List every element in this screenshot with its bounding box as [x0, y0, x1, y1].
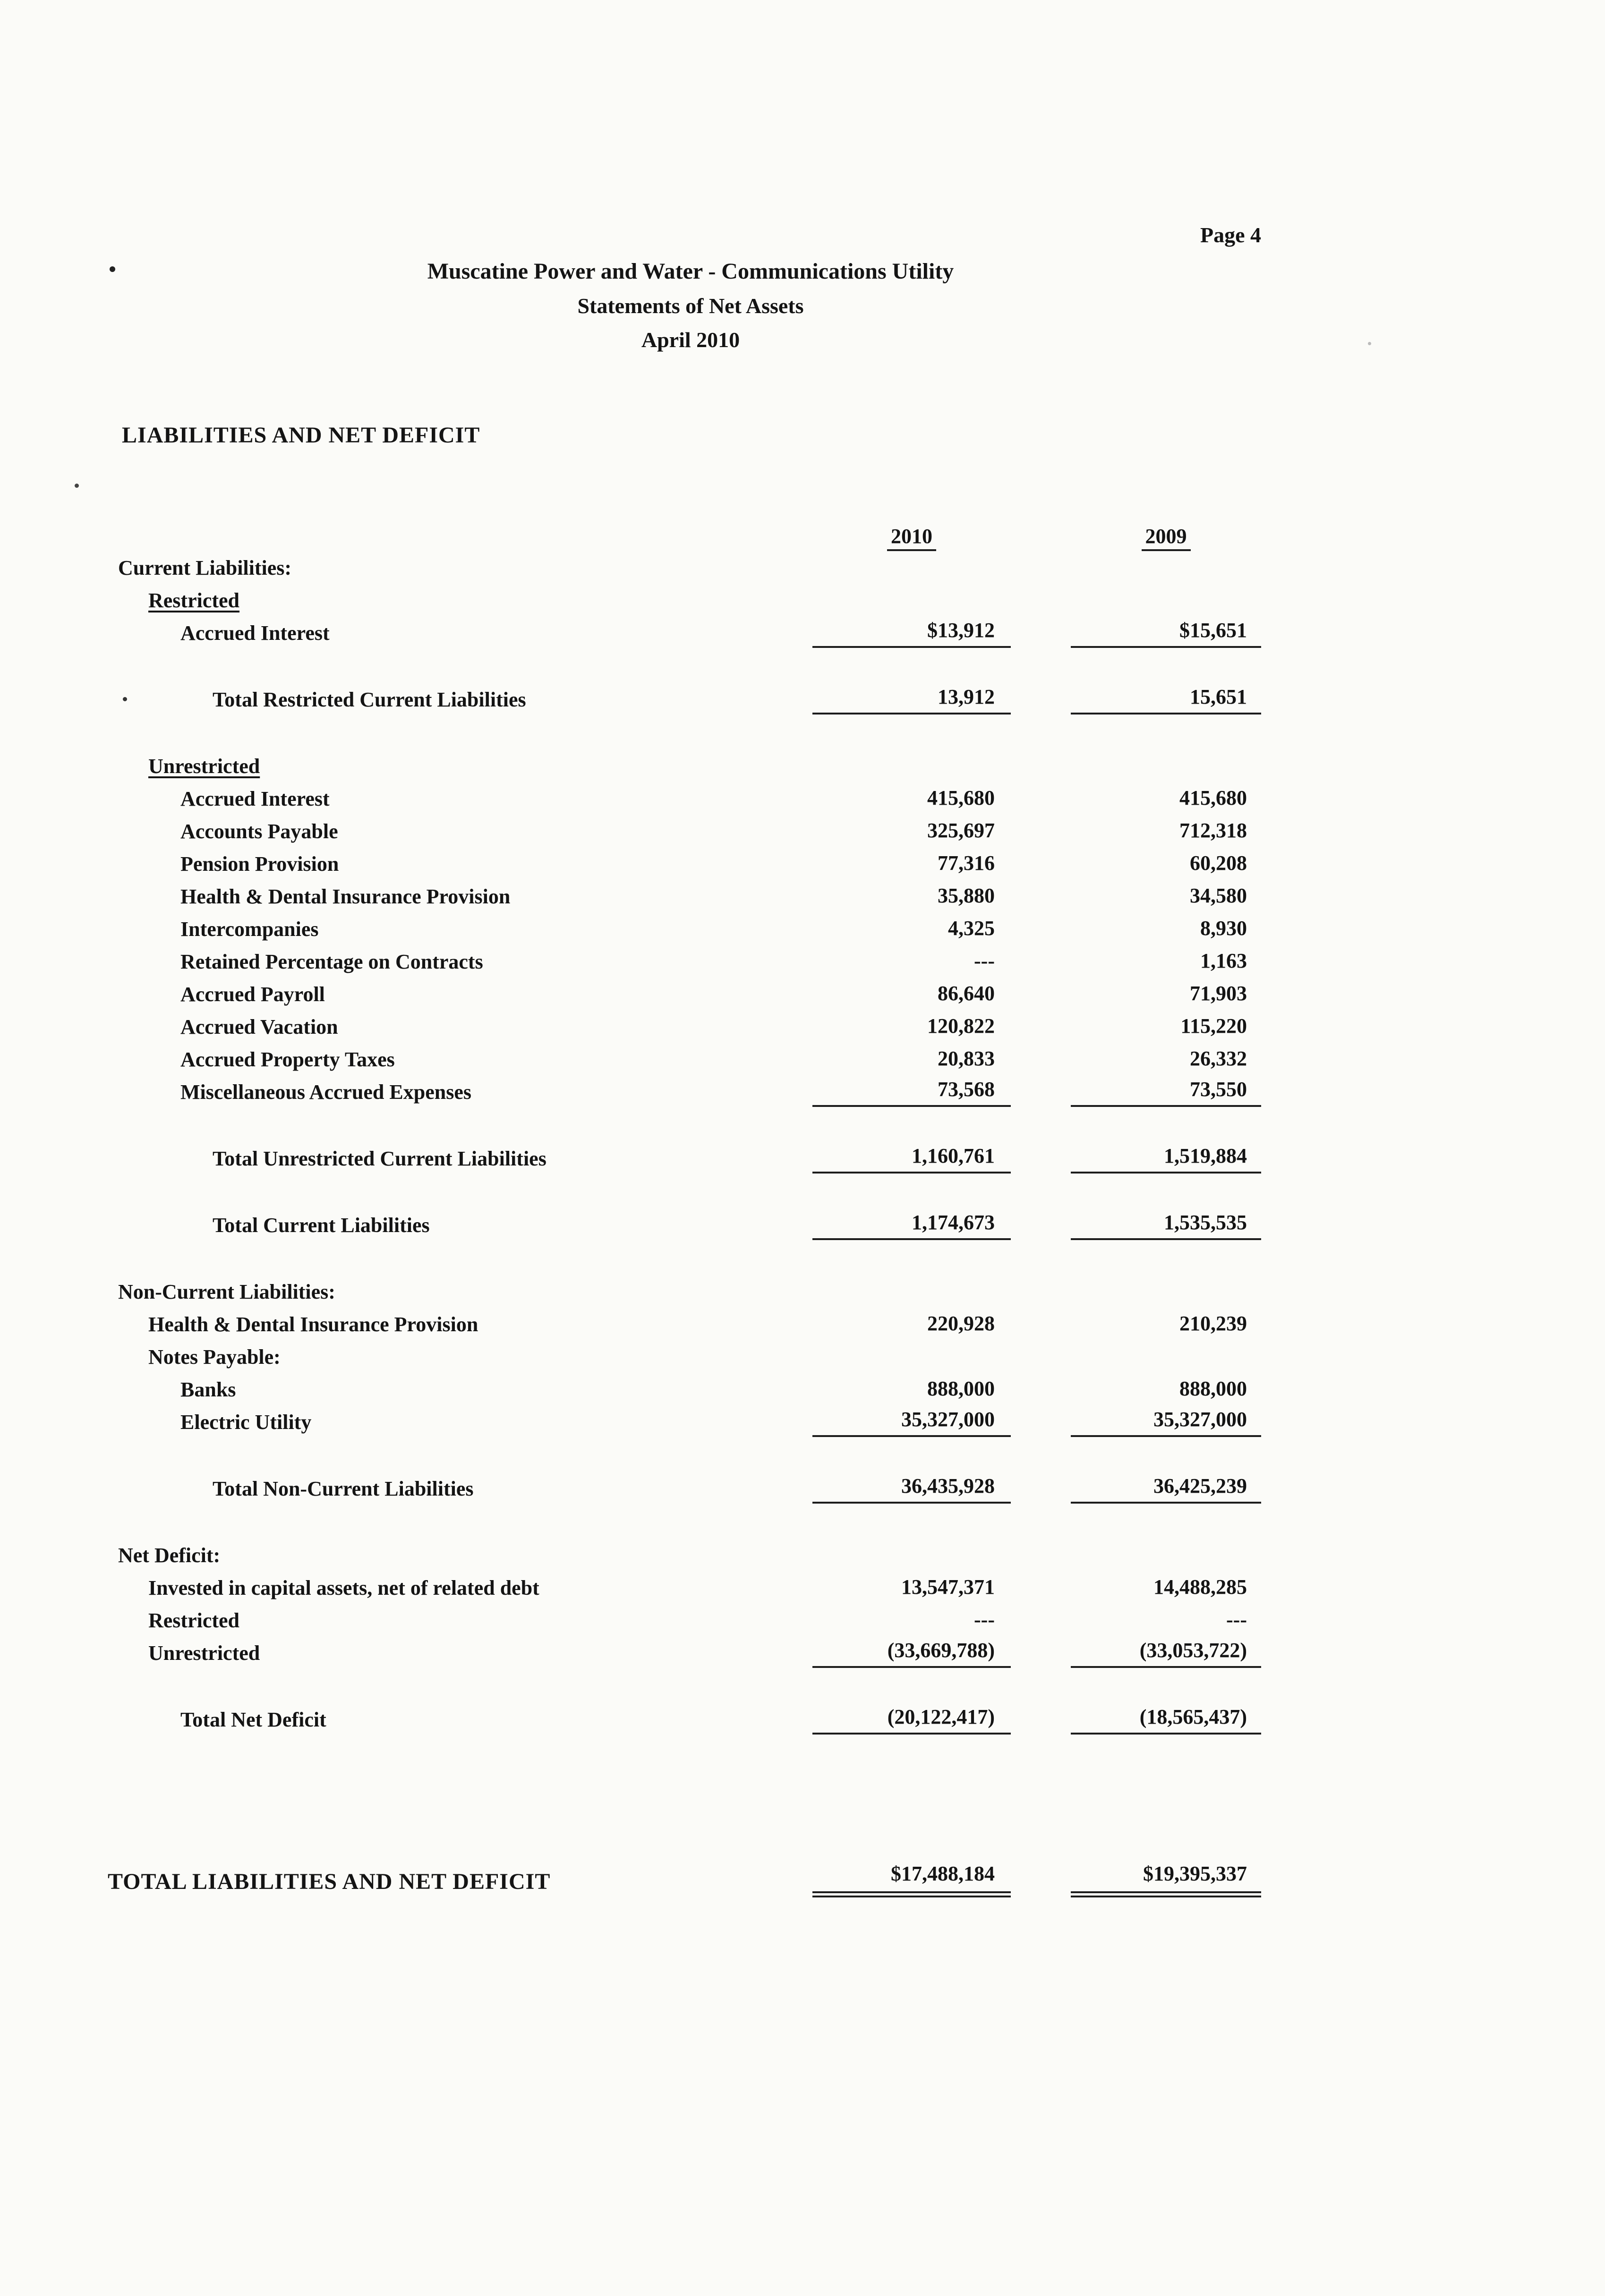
- value-2009: 888,000: [1179, 1377, 1247, 1400]
- row-label: Accrued Vacation: [180, 1015, 338, 1038]
- spacer: [118, 1437, 1261, 1471]
- value-2010: 73,568: [812, 1077, 1011, 1107]
- section-heading: LIABILITIES AND NET DEFICIT: [122, 423, 480, 448]
- value-2010: (20,122,417): [812, 1705, 1011, 1735]
- scan-speck: [123, 697, 127, 701]
- spacer: [118, 1668, 1261, 1702]
- row-label: Health & Dental Insurance Provision: [180, 885, 511, 908]
- value-2010: 35,327,000: [812, 1407, 1011, 1437]
- table-row: [118, 1339, 1261, 1372]
- table-row: [118, 615, 1261, 648]
- table-row: [118, 879, 1261, 911]
- value-2010: 220,928: [927, 1312, 995, 1335]
- value-2009: 71,903: [1190, 982, 1247, 1005]
- value-2009: 15,651: [1071, 685, 1261, 714]
- value-2010: 86,640: [938, 982, 995, 1005]
- value-2009: 73,550: [1071, 1077, 1261, 1107]
- value-2010: 4,325: [948, 917, 995, 940]
- value-2009: $15,651: [1071, 618, 1261, 648]
- table-row: [118, 944, 1261, 977]
- document-date: April 2010: [641, 328, 740, 352]
- row-label: Net Deficit:: [118, 1544, 221, 1567]
- row-label: Electric Utility: [180, 1411, 312, 1434]
- table-row: [118, 1570, 1261, 1603]
- row-label: Notes Payable:: [148, 1345, 281, 1369]
- row-label: Accrued Payroll: [180, 983, 325, 1006]
- value-2009: 1,163: [1200, 949, 1247, 972]
- value-2010: 35,880: [938, 884, 995, 907]
- grand-total-row: [108, 1860, 1261, 1897]
- row-label: Miscellaneous Accrued Expenses: [180, 1080, 471, 1104]
- value-2010: 1,160,761: [812, 1144, 1011, 1174]
- table-row: [118, 1208, 1261, 1240]
- value-2009: 14,488,285: [1153, 1575, 1247, 1599]
- value-2009: 36,425,239: [1071, 1474, 1261, 1504]
- row-label: Current Liabilities:: [118, 556, 292, 579]
- spacer: [118, 1735, 1261, 1860]
- scan-speck: [75, 484, 79, 488]
- value-2009: 8,930: [1200, 917, 1247, 940]
- row-label: Accrued Interest: [180, 621, 330, 645]
- row-label: Total Unrestricted Current Liabilities: [213, 1147, 546, 1170]
- value-2010: ---: [974, 1608, 995, 1631]
- value-2009: 1,519,884: [1071, 1144, 1261, 1174]
- row-label: Unrestricted: [148, 755, 260, 778]
- value-2010: ---: [974, 949, 995, 972]
- table-row: [118, 583, 1261, 615]
- spacer: [118, 1504, 1261, 1538]
- column-header-2009: 2009: [1071, 524, 1261, 550]
- spacer: [118, 648, 1261, 682]
- value-2009: 35,327,000: [1071, 1407, 1261, 1437]
- page-number: Page 4: [1200, 223, 1261, 247]
- document-title: Muscatine Power and Water - Communications Utility: [427, 259, 954, 284]
- table-row: [118, 1141, 1261, 1174]
- row-label: Restricted: [148, 589, 240, 612]
- value-2010: 13,912: [812, 685, 1011, 714]
- row-label: Accrued Property Taxes: [180, 1048, 395, 1071]
- table-row: [118, 550, 1261, 583]
- value-2009: 60,208: [1190, 851, 1247, 875]
- column-header-spacer: [118, 547, 812, 550]
- spacer: [118, 1174, 1261, 1208]
- grand-total-2010: $17,488,184: [812, 1862, 1011, 1897]
- value-2010: $13,912: [812, 618, 1011, 648]
- value-2010: 20,833: [938, 1047, 995, 1070]
- value-2010: 415,680: [927, 786, 995, 809]
- spacer: [118, 1107, 1261, 1141]
- value-2009: 26,332: [1190, 1047, 1247, 1070]
- row-label: Retained Percentage on Contracts: [180, 950, 483, 973]
- row-label: Restricted: [148, 1609, 240, 1632]
- row-label: Accounts Payable: [180, 820, 338, 843]
- table-row: [118, 1471, 1261, 1504]
- row-label: Accrued Interest: [180, 787, 330, 810]
- table-row: [118, 814, 1261, 846]
- table-row: [118, 1009, 1261, 1042]
- value-2009: 34,580: [1190, 884, 1247, 907]
- value-2010: 13,547,371: [901, 1575, 995, 1599]
- table-row: [118, 911, 1261, 944]
- row-label: Total Net Deficit: [180, 1708, 326, 1731]
- liabilities-table: [0, 520, 1605, 1897]
- value-2009: 415,680: [1179, 786, 1247, 809]
- value-2009: 712,318: [1179, 819, 1247, 842]
- row-label: Total Restricted Current Liabilities: [213, 688, 526, 711]
- value-2009: ---: [1226, 1608, 1247, 1631]
- table-row: [118, 1074, 1261, 1107]
- table-row: [118, 682, 1261, 714]
- value-2009: 115,220: [1180, 1014, 1247, 1037]
- table-row: [118, 846, 1261, 879]
- row-label: Intercompanies: [180, 918, 319, 941]
- value-2009: (18,565,437): [1071, 1705, 1261, 1735]
- value-2010: 325,697: [927, 819, 995, 842]
- row-label: Banks: [180, 1378, 236, 1401]
- value-2009: (33,053,722): [1071, 1638, 1261, 1668]
- column-header-row: [118, 520, 1261, 550]
- table-row: [118, 977, 1261, 1009]
- table-row: [118, 1603, 1261, 1635]
- row-label: Pension Provision: [180, 852, 339, 876]
- row-label: Health & Dental Insurance Provision: [148, 1313, 478, 1336]
- row-label: Total Current Liabilities: [213, 1214, 430, 1237]
- value-2010: 1,174,673: [812, 1210, 1011, 1240]
- spacer: [118, 1240, 1261, 1274]
- document-subtitle: Statements of Net Assets: [577, 294, 804, 318]
- value-2010: (33,669,788): [812, 1638, 1011, 1668]
- spacer: [118, 714, 1261, 748]
- table-row: [118, 1702, 1261, 1735]
- scan-speck: [110, 266, 115, 272]
- grand-total-2009: $19,395,337: [1071, 1862, 1261, 1897]
- table-row: [118, 781, 1261, 814]
- table-row: [118, 748, 1261, 781]
- value-2009: 210,239: [1179, 1312, 1247, 1335]
- grand-total-label: TOTAL LIABILITIES AND NET DEFICIT: [108, 1869, 551, 1894]
- table-row: [118, 1042, 1261, 1074]
- value-2010: 888,000: [927, 1377, 995, 1400]
- scan-speck: [1368, 342, 1371, 345]
- value-2009: 1,535,535: [1071, 1210, 1261, 1240]
- table-row: [118, 1274, 1261, 1307]
- table-row: [118, 1372, 1261, 1404]
- table-row: [118, 1404, 1261, 1437]
- value-2010: 36,435,928: [812, 1474, 1011, 1504]
- table-row: [118, 1538, 1261, 1570]
- value-2010: 120,822: [927, 1014, 995, 1037]
- table-row: [118, 1635, 1261, 1668]
- row-label: Total Non-Current Liabilities: [213, 1477, 474, 1500]
- row-label: Unrestricted: [148, 1641, 260, 1665]
- table-row: [118, 1307, 1261, 1339]
- document-header: [0, 254, 1381, 357]
- row-label: Invested in capital assets, net of related debt: [148, 1576, 539, 1599]
- value-2010: 77,316: [938, 851, 995, 875]
- row-label: Non-Current Liabilities:: [118, 1280, 335, 1303]
- column-header-2010: 2010: [812, 524, 1011, 550]
